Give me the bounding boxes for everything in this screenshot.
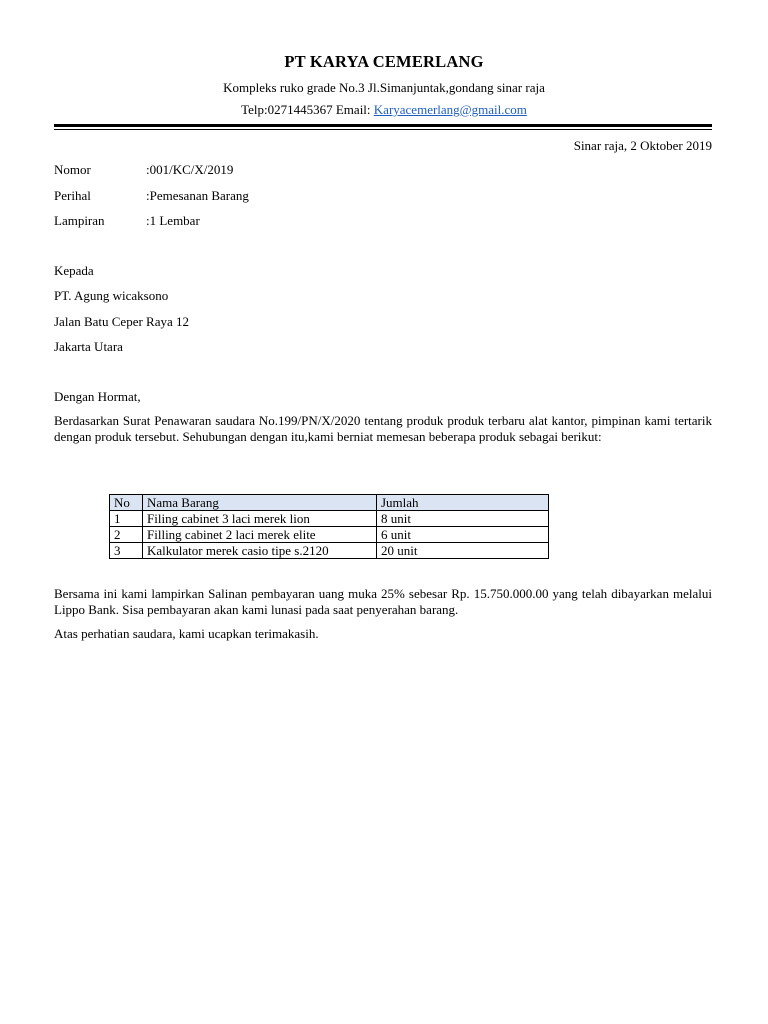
addressee-line: Jalan Batu Ceper Raya 12: [54, 313, 190, 329]
meta-row-nomor: [54, 162, 249, 188]
letterhead: [0, 52, 768, 118]
table-header-jumlah: Jumlah: [377, 495, 549, 511]
table-row: [110, 543, 549, 559]
table-row: [110, 511, 549, 527]
letterhead-divider-thin: [54, 129, 712, 130]
table-cell-jumlah: 20 unit: [377, 543, 549, 559]
table-cell-nama: Filing cabinet 3 laci merek lion: [143, 511, 377, 527]
table-header-nama: Nama Barang: [143, 495, 377, 511]
table-cell-no: 2: [110, 527, 143, 543]
salutation: Dengan Hormat,: [54, 389, 141, 404]
table-cell-jumlah: 8 unit: [377, 511, 549, 527]
meta-label: Perihal: [54, 187, 91, 203]
table-cell-jumlah: 6 unit: [377, 527, 549, 543]
table-cell-nama: Kalkulator merek casio tipe s.2120: [143, 543, 377, 559]
meta-value: :001/KC/X/2019: [146, 162, 234, 177]
meta-row-perihal: [54, 188, 249, 214]
addressee-line: PT. Agung wicaksono: [54, 288, 169, 304]
body-paragraph-2: Bersama ini kami lampirkan Salinan pembayaran uang muka 25% sebesar Rp. 15.750.000.00 yang telah dibayarkan melalui Lippo Bank. Sisa pembayaran akan kami lunasi pada saat penyerahan barang.: [54, 586, 712, 617]
table-cell-nama: Filling cabinet 2 laci merek elite: [143, 527, 377, 543]
order-table: [109, 494, 549, 559]
table-header-no: No: [110, 495, 143, 511]
letterhead-divider-thick: [54, 124, 712, 127]
phone-label: Telp:0271445367 Email:: [241, 102, 374, 117]
body-paragraph-1: Berdasarkan Surat Penawaran saudara No.199/PN/X/2020 tentang produk produk terbaru alat kantor, pimpinan kami tertarik dengan produk tersebut. Sehubungan dengan itu,kami berniat memesan beberapa produk sebagai berikut:: [54, 413, 712, 444]
addressee-line: Jakarta Utara: [54, 338, 123, 354]
meta-row-lampiran: [54, 213, 249, 239]
closing-paragraph: Atas perhatian saudara, kami ucapkan terimakasih.: [54, 626, 319, 641]
meta-value: :1 Lembar: [146, 213, 200, 228]
meta-label: Nomor: [54, 162, 91, 177]
letter-date: Sinar raja, 2 Oktober 2019: [573, 138, 712, 153]
addressee-line: Kepada: [54, 263, 94, 278]
table-header-row: [110, 495, 549, 511]
company-contact: [0, 102, 768, 118]
table-cell-no: 3: [110, 543, 143, 559]
addressee-block: [54, 263, 189, 364]
meta-value: :Pemesanan Barang: [146, 187, 249, 203]
letter-meta: [54, 162, 249, 239]
company-address: Kompleks ruko grade No.3 Jl.Simanjuntak,gondang sinar raja: [223, 80, 545, 95]
table-row: [110, 527, 549, 543]
email-link[interactable]: Karyacemerlang@gmail.com: [373, 102, 527, 117]
table-cell-no: 1: [110, 511, 143, 527]
meta-label: Lampiran: [54, 213, 105, 228]
company-name: PT KARYA CEMERLANG: [284, 52, 484, 71]
